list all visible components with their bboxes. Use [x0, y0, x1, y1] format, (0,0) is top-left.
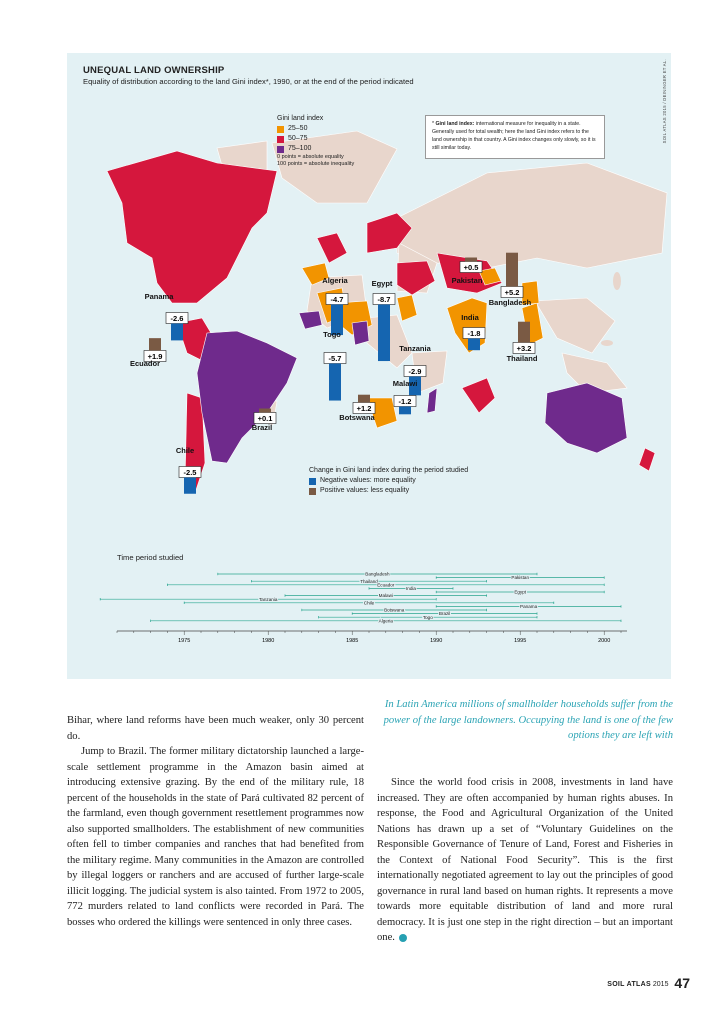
period-label: India: [406, 586, 416, 591]
country-label: Ecuador: [129, 359, 161, 368]
change-value-label: -2.9: [408, 367, 422, 376]
footer-year: 2015: [652, 981, 669, 988]
period-label: Chile: [363, 600, 375, 606]
country-label: Pakistan: [451, 276, 483, 285]
change-value-label: +1.2: [356, 404, 372, 413]
axis-tick-label: 1975: [178, 638, 191, 644]
period-label: Malawi: [378, 593, 393, 599]
definition-term: Gini land index:: [435, 121, 475, 127]
end-mark-dot-icon: [399, 934, 407, 942]
legend-label: 50–75: [288, 135, 308, 142]
footer-label: SOIL ATLAS: [607, 981, 651, 988]
change-value-label: -4.7: [330, 295, 344, 304]
country-label: Chile: [175, 446, 195, 455]
axis-tick-label: 2000: [598, 638, 611, 644]
figure-subtitle: Equality of distribution according to the land Gini index*, 1990, or at the end of the period indicated: [83, 77, 414, 86]
figure-title: UNEQUAL LAND OWNERSHIP: [83, 65, 225, 76]
period-label: Egypt: [514, 589, 527, 595]
country-label: Egypt: [371, 279, 393, 288]
definition-box: * Gini land index: international measure for inequality in a state. Generally used for total wealth; here the land Gini index refers to the land ownership in that country. A Gini index changes only slowly, so it is still similar today.: [425, 115, 605, 159]
definition-text: international measure for inequality in a state. Generally used for total wealth; here the land Gini index refers to the land ownership in that country. A Gini index changes only slowly, so it is still similar today.: [432, 121, 596, 151]
paragraph: Bihar, where land reforms have been much weaker, only 30 percent do.: [67, 715, 364, 742]
period-label: Togo: [422, 614, 433, 620]
pull-quote: In Latin America millions of smallholder households suffer from the power of the large landowners. Occupying the land is one of the few options they are left with: [383, 699, 673, 741]
axis-tick-label: 1985: [346, 638, 359, 644]
change-value-label: +1.9: [147, 352, 163, 361]
period-label: Tanzania: [259, 596, 278, 602]
legend-title: Gini land index: [277, 115, 324, 122]
period-label: Ecuador: [377, 582, 395, 588]
period-label: Thailand: [360, 578, 378, 584]
country-label: Togo: [323, 330, 341, 339]
timeline-title: Time period studied: [117, 553, 184, 562]
change-legend-title: Change in Gini land index during the period studied: [309, 467, 469, 474]
page-number: 47: [674, 975, 690, 991]
change-value-label: +0.1: [257, 414, 273, 423]
country-label: Algeria: [322, 276, 348, 285]
period-label: Brazil: [438, 611, 451, 617]
country-label: Malawi: [392, 379, 418, 388]
legend-label: 25–50: [288, 125, 308, 132]
legend-label: Negative values: more equality: [320, 477, 416, 484]
figure-credit: SOIL ATLAS 2015 / DEININGER ET AL.: [662, 59, 667, 144]
change-value-label: -8.7: [377, 295, 391, 304]
paragraph: Jump to Brazil. The former military dictatorship launched a large-scale settlement programme in the Amazon basin aimed at introducing extensive grazing. By the end of the military rule, 18 percent of the households in the state of Pará cultivated 82 percent of the farmland, even though government resettlement programmes now also supported smallholders. The establishment of new communities often fell to timber companies and ranches that had benefited from the military regime. Many communities in the Amazon are controlled by illegal loggers or ranchers and are accused of further large-scale illicit logging. The judicial system is also tainted. From 1972 to 2005, 772 murders related to land conflicts were recorded in Pará. The bosses who ordered the killings were sentenced in only three cases.: [67, 746, 364, 928]
country-label: India: [461, 313, 479, 322]
paragraph: [377, 775, 673, 946]
legend-label: Positive values: less equality: [320, 487, 410, 494]
period-label: Algeria: [378, 618, 393, 624]
legend-label: 75–100: [288, 145, 312, 152]
period-label: Panama: [520, 604, 538, 609]
country-label: Panama: [144, 292, 174, 301]
period-label: Botswana: [384, 607, 405, 613]
country-label: Botswana: [339, 413, 375, 422]
country-label: Tanzania: [399, 344, 431, 353]
article-left-column: [67, 713, 364, 930]
period-label: Pakistan: [511, 575, 530, 581]
change-value-label: +3.2: [516, 344, 532, 353]
period-label: Bangladesh: [365, 571, 390, 577]
country-label: Thailand: [506, 354, 538, 363]
change-value-label: +0.5: [463, 263, 479, 272]
axis-tick-label: 1990: [430, 638, 443, 644]
change-value-label: -2.6: [170, 314, 184, 323]
page-footer: [607, 975, 690, 991]
country-label: Brazil: [251, 423, 273, 432]
change-value-label: +5.2: [504, 288, 520, 297]
change-value-label: -1.2: [398, 397, 412, 406]
axis-tick-label: 1995: [514, 638, 527, 644]
change-value-label: -2.5: [183, 468, 197, 477]
article-right-column: [377, 775, 673, 946]
change-value-label: -1.8: [467, 329, 481, 338]
country-label: Bangladesh: [488, 298, 532, 307]
paragraph-text: Since the world food crisis in 2008, investments in land have increased. They are often accompanied by human rights abuses. In response, the Food and Agricultural Organization of the United Nations has drawn up a set of “Voluntary Guidelines on the Responsible Governance of Tenure of Land, Forest and Fisheries in the Context of National Food Security”. This is the first internationally negotiated agreement to lay out the principles of good governance in rural land based on human rights. It represents a move towards more equitable distribution of land and more rural democracy. It is just one step in the right direction – but an important one.: [377, 777, 673, 943]
legend-note: 0 points = absolute equality: [277, 154, 344, 160]
legend-note: 100 points = absolute inequality: [277, 161, 355, 167]
axis-tick-label: 1980: [262, 638, 275, 644]
change-value-label: -5.7: [328, 354, 342, 363]
